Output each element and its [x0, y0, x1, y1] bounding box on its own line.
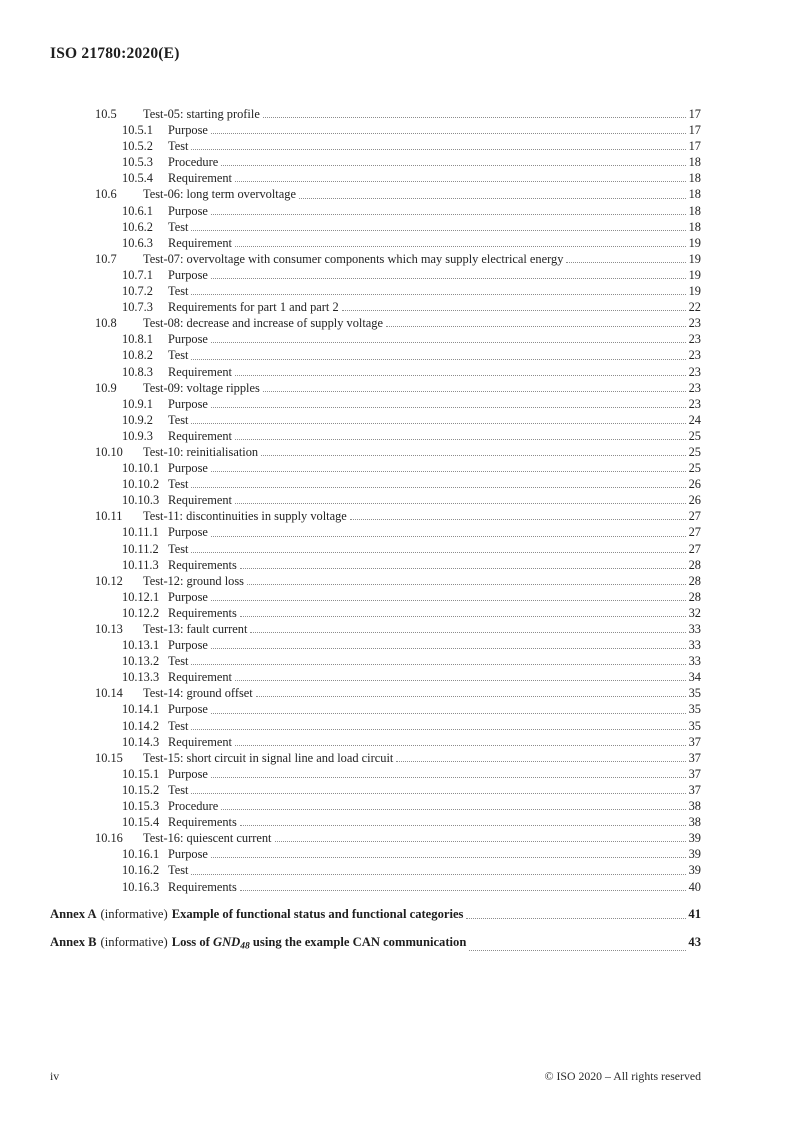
toc-entry-page: 25 — [688, 444, 701, 459]
dotted-leader — [191, 552, 686, 553]
toc-entry[interactable] — [50, 653, 701, 669]
dotted-leader — [263, 117, 686, 118]
toc-entry-title: Purpose — [168, 203, 208, 218]
toc-entry-page: 33 — [688, 622, 701, 636]
dotted-leader — [235, 439, 686, 440]
toc-entry[interactable] — [50, 846, 701, 862]
toc-entry-title: Requirements — [168, 605, 237, 620]
toc-entry-title: Requirement — [168, 670, 232, 685]
annex-page: 41 — [688, 906, 701, 921]
toc-entry-number: 10.13.2 — [122, 654, 160, 669]
toc-entry-number: 10.15.4 — [122, 815, 160, 830]
toc-entry[interactable] — [50, 766, 701, 782]
toc-entry-title: Test-08: decrease and increase of supply voltage — [143, 316, 383, 331]
toc-entry-title: Requirement — [168, 364, 232, 379]
toc-entry-number: 10.15.2 — [122, 782, 160, 797]
dotted-leader — [191, 359, 686, 360]
toc-entry[interactable] — [50, 492, 701, 508]
toc-entry[interactable] — [50, 106, 701, 122]
toc-entry-page: 17 — [688, 107, 701, 121]
toc-entry-page: 37 — [688, 766, 701, 781]
toc-entry-title: Purpose — [168, 766, 208, 781]
toc-entry[interactable] — [50, 267, 701, 283]
toc-entry-number: 10.9.3 — [122, 428, 153, 443]
toc-entry-page: 28 — [688, 557, 701, 572]
toc-entry-number: 10.7.1 — [122, 267, 153, 282]
toc-entry-number: 10.10.3 — [122, 493, 160, 508]
toc-entry-title: Requirement — [168, 171, 232, 186]
toc-entry-page: 35 — [688, 718, 701, 733]
toc-entry-number: 10.5 — [95, 107, 117, 121]
dotted-leader — [350, 519, 686, 520]
dotted-leader — [235, 375, 686, 376]
toc-entry-page: 33 — [688, 654, 701, 669]
toc-entry[interactable] — [50, 428, 701, 444]
toc-entry-title: Requirement — [168, 235, 232, 250]
toc-entry-title: Requirements — [168, 879, 237, 894]
toc-entry[interactable] — [50, 573, 701, 589]
dotted-leader — [191, 874, 686, 875]
toc-annex-entries — [50, 906, 701, 956]
toc-entry-page: 27 — [688, 541, 701, 556]
dotted-leader — [191, 729, 686, 730]
toc-entry-title: Test-12: ground loss — [143, 573, 245, 588]
toc-entry-number: 10.11.2 — [122, 541, 159, 556]
toc-entry-number: 10.14 — [95, 686, 123, 701]
annex-title-part: using the example CAN communication — [249, 934, 467, 949]
toc-entry-number: 10.9.2 — [122, 412, 153, 427]
dotted-leader — [211, 713, 686, 714]
toc-entry-page: 18 — [688, 171, 701, 186]
toc-entry[interactable] — [50, 621, 701, 637]
annex-title — [172, 906, 464, 923]
toc-entry-number: 10.6.3 — [122, 235, 153, 250]
toc-entry[interactable] — [50, 798, 701, 814]
annex-title — [172, 934, 467, 956]
dotted-leader — [191, 149, 686, 150]
annex-qualifier: (informative) — [100, 934, 168, 949]
toc-entry[interactable] — [50, 541, 701, 557]
toc-entry-title: Test — [168, 541, 189, 556]
toc-entry-title: Requirements for part 1 and part 2 — [168, 300, 339, 315]
dotted-leader — [211, 600, 686, 601]
toc-entry-title: Purpose — [168, 589, 208, 604]
toc-entry[interactable] — [50, 476, 701, 492]
toc-entry-title: Test — [168, 477, 189, 492]
toc-entry-page: 34 — [688, 670, 701, 685]
dotted-leader — [211, 278, 686, 279]
dotted-leader — [191, 487, 686, 488]
toc-entry[interactable] — [50, 364, 701, 380]
toc-entry-number: 10.16.3 — [122, 879, 160, 894]
page-number-roman: iv — [50, 1069, 60, 1083]
annex-label: Annex B — [50, 934, 97, 949]
dotted-leader — [191, 230, 686, 231]
dotted-leader — [396, 761, 686, 762]
dotted-leader — [240, 890, 686, 891]
toc-entry-page: 28 — [688, 573, 701, 588]
toc-entry-title: Purpose — [168, 267, 208, 282]
toc-entry-number: 10.7.2 — [122, 284, 153, 299]
annex-page: 43 — [688, 934, 701, 949]
dotted-leader — [240, 825, 686, 826]
toc-entry[interactable] — [50, 750, 701, 766]
toc-entry[interactable] — [50, 557, 701, 573]
toc-entry-number: 10.10 — [95, 444, 123, 459]
toc-entry-title: Test — [168, 284, 189, 299]
dotted-leader — [275, 841, 687, 842]
dotted-leader — [211, 214, 686, 215]
toc-entry-title: Purpose — [168, 123, 208, 138]
toc-entry-page: 23 — [688, 396, 701, 411]
toc-entry[interactable] — [50, 814, 701, 830]
page-footer — [50, 1069, 701, 1084]
toc-entry-page: 23 — [688, 380, 701, 395]
toc-entry-number: 10.8.3 — [122, 364, 153, 379]
toc-entry[interactable] — [50, 862, 701, 878]
toc-entry-title: Test-09: voltage ripples — [143, 380, 260, 395]
toc-entry-page: 35 — [688, 686, 701, 701]
toc-entry-title: Test-14: ground offset — [143, 686, 253, 701]
toc-entry-title: Purpose — [168, 396, 208, 411]
toc-entry-page: 28 — [688, 589, 701, 604]
toc-entry-title: Requirements — [168, 815, 237, 830]
toc-entry-page: 38 — [688, 815, 701, 830]
toc-entry[interactable] — [50, 685, 701, 701]
annex-title-part: Loss of — [171, 934, 213, 949]
annex-qualifier: (informative) — [100, 906, 168, 921]
toc-entry-page: 23 — [688, 332, 701, 347]
dotted-leader — [221, 165, 686, 166]
toc-entry-page: 39 — [688, 831, 701, 846]
dotted-leader — [211, 133, 686, 134]
toc-entry-page: 23 — [688, 364, 701, 379]
dotted-leader — [191, 664, 686, 665]
toc-entry-title: Purpose — [168, 847, 208, 862]
toc-entry-number: 10.16.1 — [122, 847, 160, 862]
toc-entry-page: 17 — [688, 123, 701, 138]
toc-entry-title: Test-10: reinitialisation — [143, 444, 259, 459]
annex-title-part: GND — [212, 934, 241, 949]
toc-entry-page: 18 — [688, 203, 701, 218]
toc-entry[interactable] — [50, 138, 701, 154]
toc-entry-number: 10.9 — [95, 380, 117, 395]
toc-entry-page: 38 — [688, 799, 701, 814]
dotted-leader — [191, 294, 686, 295]
toc-entry-page: 39 — [688, 847, 701, 862]
toc-entry[interactable] — [50, 251, 701, 267]
toc-entry-number: 10.16 — [95, 831, 123, 846]
toc-entry-page: 27 — [688, 525, 701, 540]
toc-entry-page: 18 — [688, 219, 701, 234]
dotted-leader — [566, 262, 686, 263]
dotted-leader — [211, 648, 686, 649]
toc-entry-title: Test — [168, 348, 189, 363]
dotted-leader — [235, 246, 686, 247]
dotted-leader — [261, 455, 686, 456]
toc-entry-number: 10.8.1 — [122, 332, 153, 347]
toc-entry-title: Requirements — [168, 557, 237, 572]
toc-entry[interactable] — [50, 331, 701, 347]
toc-entry[interactable] — [50, 380, 701, 396]
annex-label: Annex A — [50, 906, 97, 921]
toc-entry[interactable] — [50, 235, 701, 251]
toc-entry-page: 23 — [688, 316, 701, 331]
dotted-leader — [221, 809, 686, 810]
toc-entry-page: 25 — [688, 428, 701, 443]
toc-entry-number: 10.6.2 — [122, 219, 153, 234]
toc-entry-number: 10.11.1 — [122, 525, 159, 540]
toc-entry-title: Test — [168, 718, 189, 733]
toc-entry[interactable] — [50, 186, 701, 202]
toc-entry-page: 37 — [688, 782, 701, 797]
dotted-leader — [263, 391, 686, 392]
toc-entry[interactable] — [50, 299, 701, 315]
toc-entry-number: 10.15.1 — [122, 766, 160, 781]
toc-entry-page: 23 — [688, 348, 701, 363]
toc-entry-title: Test — [168, 412, 189, 427]
toc-entry-page: 27 — [688, 509, 701, 524]
toc-entry-page: 33 — [688, 638, 701, 653]
dotted-leader — [469, 950, 686, 951]
document-id: ISO 21780:2020(E) — [50, 45, 180, 62]
annex-title-part: Example of functional status and functional categories — [171, 906, 464, 921]
toc-annex-entry[interactable] — [50, 934, 701, 956]
toc-entry-title: Procedure — [168, 799, 219, 814]
toc-entry[interactable] — [50, 605, 701, 621]
toc-entry-number: 10.13 — [95, 622, 123, 636]
toc-entry-number: 10.12.1 — [122, 589, 160, 604]
toc-entry[interactable] — [50, 283, 701, 299]
toc-entry[interactable] — [50, 444, 701, 460]
copyright-notice: © ISO 2020 – All rights reserved — [544, 1069, 701, 1083]
toc-entry-number: 10.14.1 — [122, 702, 160, 717]
toc-entry-title: Purpose — [168, 702, 208, 717]
toc-entry[interactable] — [50, 315, 701, 331]
toc-entry[interactable] — [50, 879, 701, 895]
toc-entry-number: 10.7 — [95, 251, 117, 266]
toc-entry[interactable] — [50, 782, 701, 798]
toc-entry-title: Test — [168, 863, 189, 878]
dotted-leader — [211, 471, 686, 472]
dotted-leader — [386, 326, 686, 327]
toc-entry-number: 10.9.1 — [122, 396, 153, 411]
dotted-leader — [191, 423, 686, 424]
toc-entry[interactable] — [50, 637, 701, 653]
toc-entry[interactable] — [50, 154, 701, 170]
toc-entry-page: 19 — [688, 284, 701, 299]
toc-entry-title: Requirement — [168, 734, 232, 749]
dotted-leader — [240, 616, 686, 617]
toc-entry-title: Requirement — [168, 428, 232, 443]
toc-entry-number: 10.7.3 — [122, 300, 153, 315]
toc-entry-page: 25 — [688, 461, 701, 476]
toc-entry-number: 10.12.2 — [122, 605, 160, 620]
toc-entry[interactable] — [50, 589, 701, 605]
toc-entry-number: 10.8 — [95, 316, 117, 331]
dotted-leader — [211, 777, 686, 778]
toc-entry-page: 26 — [688, 493, 701, 508]
dotted-leader — [235, 745, 686, 746]
toc-entry-number: 10.13.3 — [122, 670, 160, 685]
toc-entry[interactable] — [50, 718, 701, 734]
toc-entry[interactable] — [50, 203, 701, 219]
toc-entry-page: 18 — [688, 187, 701, 202]
toc-entry-title: Purpose — [168, 638, 208, 653]
dotted-leader — [235, 503, 686, 504]
table-of-contents — [50, 106, 701, 955]
dotted-leader — [211, 407, 686, 408]
dotted-leader — [342, 310, 686, 311]
dotted-leader — [211, 536, 686, 537]
toc-entry-title: Requirement — [168, 493, 232, 508]
dotted-leader — [235, 680, 686, 681]
toc-entry-page: 32 — [688, 605, 701, 620]
toc-entry-page: 19 — [688, 235, 701, 250]
toc-entry-page: 26 — [688, 477, 701, 492]
toc-entry[interactable] — [50, 347, 701, 363]
toc-entry-number: 10.6 — [95, 187, 117, 202]
toc-entry[interactable] — [50, 122, 701, 138]
toc-entry-title: Test-11: discontinuities in supply voltage — [143, 509, 347, 524]
toc-entry-title: Test — [168, 782, 189, 797]
toc-entry-number: 10.16.2 — [122, 863, 160, 878]
toc-entry-title: Test-05: starting profile — [143, 107, 260, 121]
toc-entry-title: Purpose — [168, 525, 208, 540]
toc-entry-number: 10.11.3 — [122, 557, 159, 572]
toc-entry-title: Purpose — [168, 332, 208, 347]
toc-entry-page: 35 — [688, 702, 701, 717]
toc-entry-page: 22 — [688, 300, 701, 315]
toc-entry-number: 10.14.2 — [122, 718, 160, 733]
dotted-leader — [466, 918, 686, 919]
toc-annex-entry[interactable] — [50, 906, 701, 923]
dotted-leader — [211, 342, 686, 343]
toc-entry[interactable] — [50, 524, 701, 540]
toc-entry-number: 10.5.3 — [122, 155, 153, 170]
toc-entry-number: 10.5.4 — [122, 171, 153, 186]
toc-entry-number: 10.6.1 — [122, 203, 153, 218]
dotted-leader — [247, 584, 686, 585]
toc-entry-page: 39 — [688, 863, 701, 878]
toc-entry-title: Test — [168, 139, 189, 154]
annex-title-part: 48 — [240, 941, 250, 952]
toc-entry-title: Test-16: quiescent current — [143, 831, 272, 846]
dotted-leader — [235, 181, 686, 182]
toc-entry[interactable] — [50, 508, 701, 524]
dotted-leader — [299, 198, 686, 199]
toc-entry-page: 17 — [688, 139, 701, 154]
toc-entry-page: 19 — [688, 251, 701, 266]
toc-entry-number: 10.10.2 — [122, 477, 160, 492]
toc-entry[interactable] — [50, 734, 701, 750]
toc-entry[interactable] — [50, 219, 701, 235]
dotted-leader — [240, 568, 686, 569]
toc-entry-page: 24 — [688, 412, 701, 427]
dotted-leader — [211, 857, 686, 858]
toc-entry-title: Test-07: overvoltage with consumer components which may supply electrical energy — [143, 251, 564, 266]
toc-entry[interactable] — [50, 460, 701, 476]
toc-entry-number: 10.5.1 — [122, 123, 153, 138]
toc-entry-number: 10.10.1 — [122, 461, 160, 476]
toc-entry-number: 10.5.2 — [122, 139, 153, 154]
toc-entry[interactable] — [50, 701, 701, 717]
toc-entry-number: 10.15 — [95, 750, 123, 765]
toc-entry[interactable] — [50, 669, 701, 685]
toc-entry-number: 10.8.2 — [122, 348, 153, 363]
toc-entry-title: Test — [168, 654, 189, 669]
toc-entry-page: 40 — [688, 879, 701, 894]
toc-entry[interactable] — [50, 830, 701, 846]
toc-entry-title: Procedure — [168, 155, 219, 170]
toc-entry-title: Test — [168, 219, 189, 234]
toc-entry-title: Test-06: long term overvoltage — [143, 187, 296, 202]
dotted-leader — [191, 793, 686, 794]
toc-entries — [50, 106, 701, 895]
toc-entry-page: 19 — [688, 267, 701, 282]
toc-entry[interactable] — [50, 170, 701, 186]
toc-entry-number: 10.12 — [95, 573, 123, 588]
toc-entry-number: 10.13.1 — [122, 638, 160, 653]
toc-entry-title: Purpose — [168, 461, 208, 476]
dotted-leader — [250, 632, 686, 633]
toc-entry-page: 18 — [688, 155, 701, 170]
toc-entry-title: Test-15: short circuit in signal line and load circuit — [143, 750, 394, 765]
toc-entry-page: 37 — [688, 734, 701, 749]
toc-entry[interactable] — [50, 412, 701, 428]
dotted-leader — [256, 696, 686, 697]
toc-entry-number: 10.15.3 — [122, 799, 160, 814]
toc-entry-page: 37 — [688, 750, 701, 765]
toc-entry-number: 10.11 — [95, 509, 123, 524]
toc-entry-number: 10.14.3 — [122, 734, 160, 749]
toc-entry[interactable] — [50, 396, 701, 412]
toc-entry-title: Test-13: fault current — [143, 622, 248, 636]
